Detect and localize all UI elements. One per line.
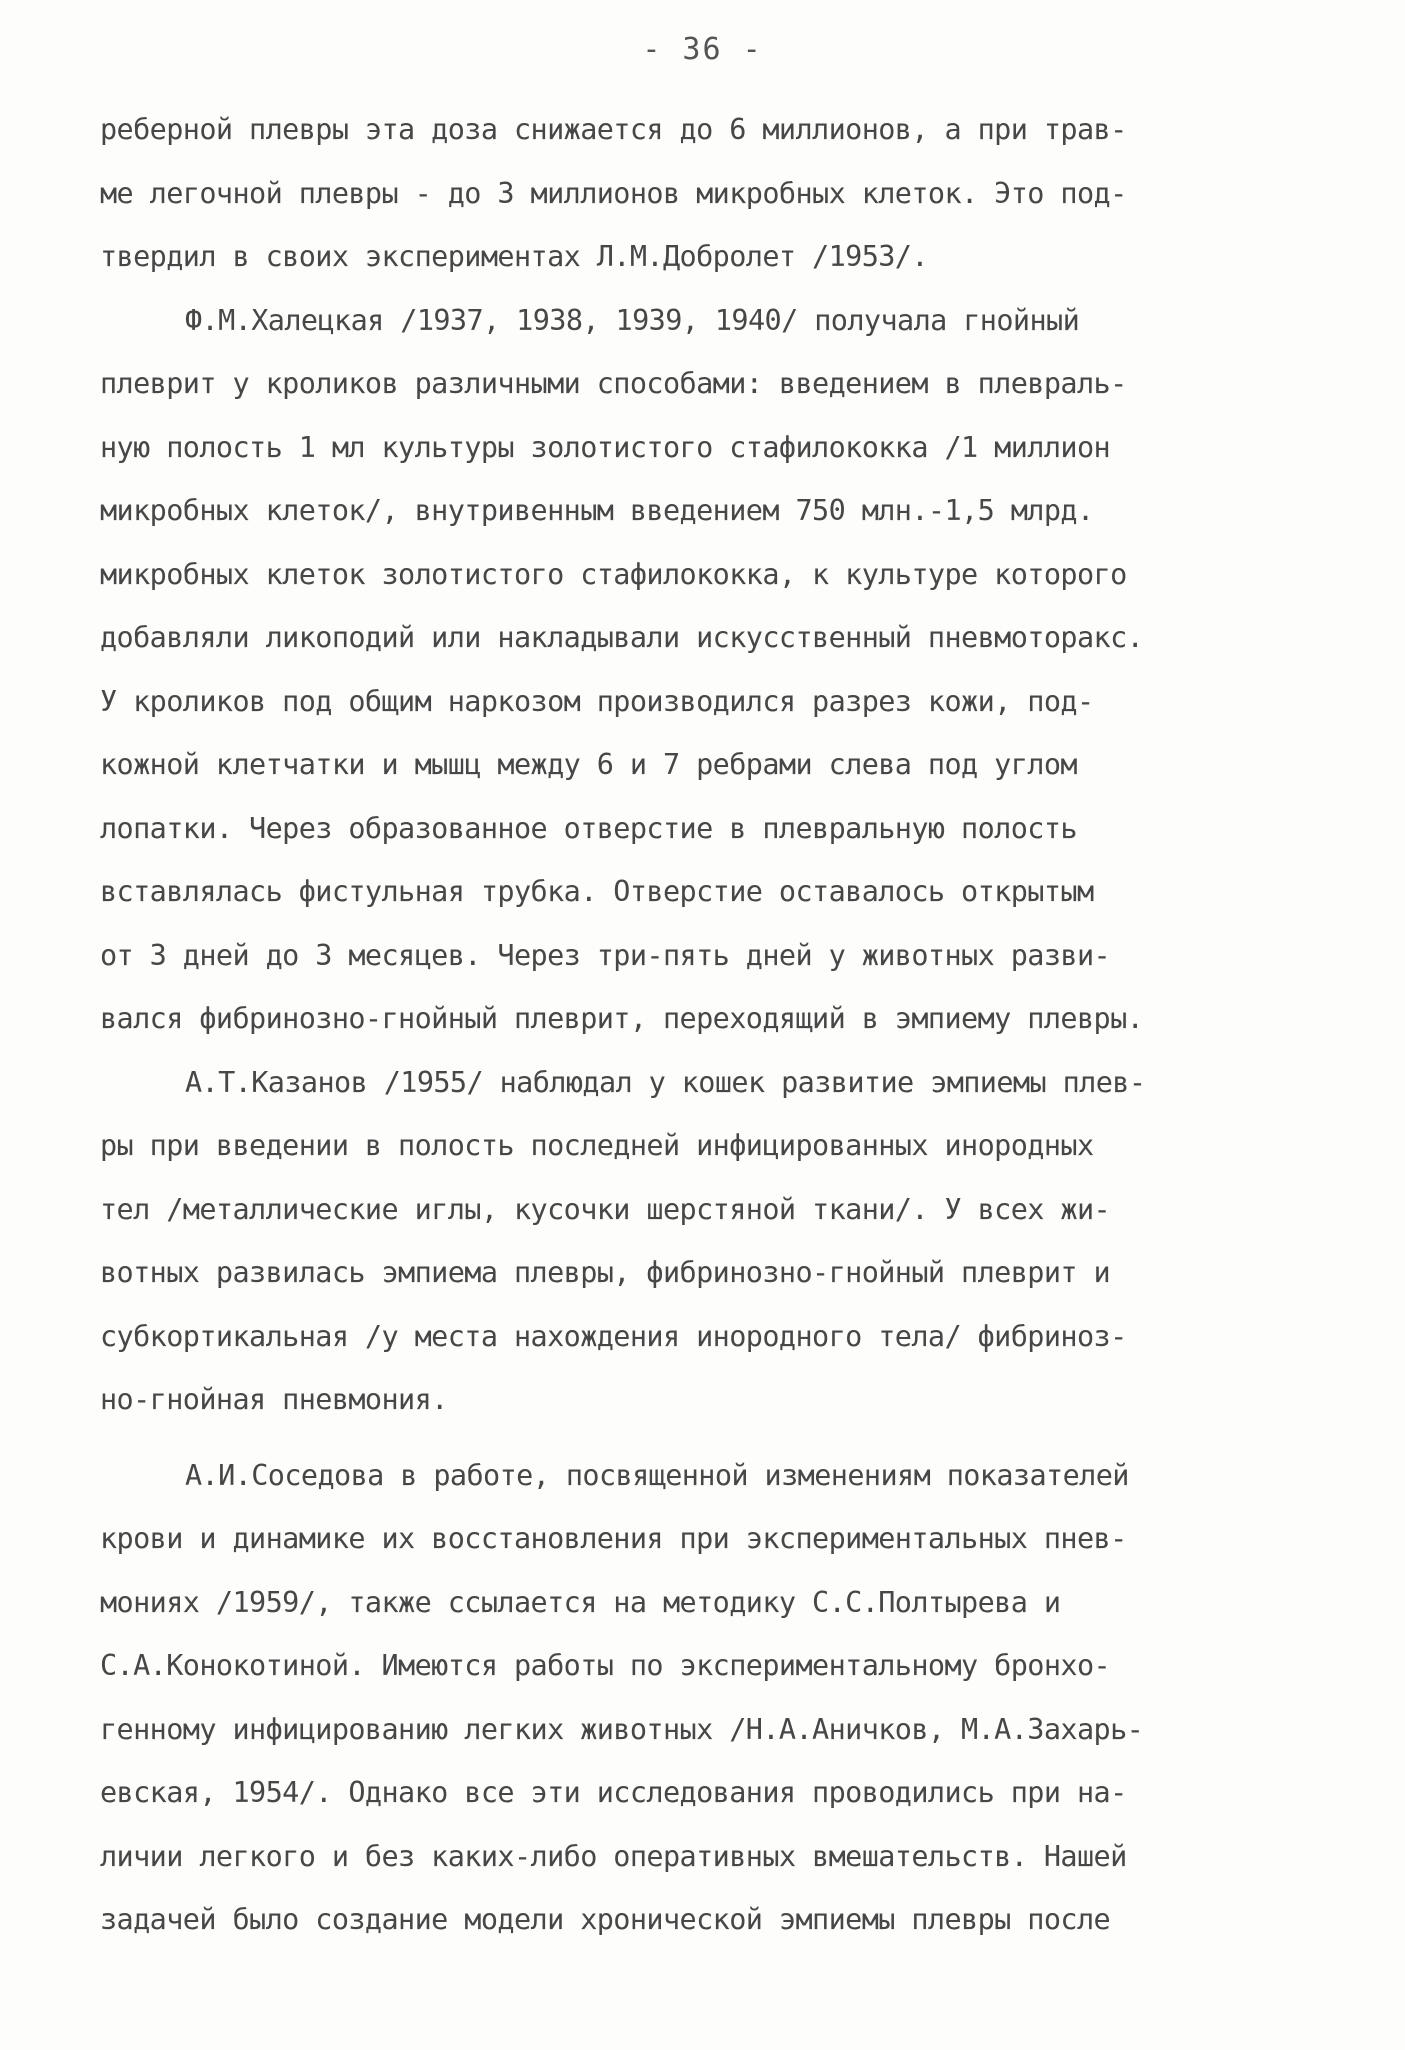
text-line: ры при введении в полость последней инфицированных инородных (100, 1129, 1094, 1162)
text-line: от 3 дней до 3 месяцев. Через три-пять дней у животных разви- (100, 938, 1111, 972)
text-line: вставлялась фистульная трубка. Отверстие оставалось открытым (100, 875, 1094, 908)
text-line: вотных развилась эмпиема плевры, фибринозно-гнойный плеврит и (100, 1256, 1111, 1289)
text-line: тел /металлические иглы, кусочки шерстяной ткани/. У всех жи- (100, 1192, 1111, 1226)
text-line: ме легочной плевры - до 3 миллионов микробных клеток. Это под- (100, 176, 1127, 210)
text-line: субкортикальная /у места нахождения инородного тела/ фибриноз- (100, 1319, 1127, 1353)
text-line: твердил в своих экспериментах Л.М.Добролет /1953/. (100, 240, 928, 273)
text-line: микробных клеток/, внутривенным введением 750 млн.-1,5 млрд. (100, 494, 1094, 527)
text-body (100, 98, 1330, 1952)
paragraph-start-line: А.Т.Казанов /1955/ наблюдал у кошек развитие эмпиемы плев- (185, 1065, 1146, 1099)
text-line: реберной плевры эта доза снижается до 6 миллионов, а при трав- (100, 113, 1127, 146)
text-line: личии легкого и без каких-либо оперативных вмешательств. Нашей (100, 1839, 1127, 1873)
text-line: крови и динамике их восстановления при экспериментальных пнев- (100, 1522, 1127, 1555)
text-line: задачей было создание модели хронической эмпиемы плевры после (100, 1903, 1111, 1936)
text-line: лопатки. Через образованное отверстие в плевральную полость (100, 811, 1077, 845)
text-line: евская, 1954/. Однако все эти исследования проводились при на- (100, 1776, 1127, 1809)
text-line: кожной клетчатки и мышц между 6 и 7 ребрами слева под углом (100, 748, 1077, 781)
text-line: ную полость 1 мл культуры золотистого стафилококка /1 миллион (100, 430, 1111, 464)
text-line: добавляли ликоподий или накладывали искусственный пневмоторакс. (100, 621, 1144, 654)
text-line: плеврит у кроликов различными способами: введением в плевраль- (100, 367, 1127, 400)
text-line: мониях /1959/, также ссылается на методику С.С.Полтырева и (100, 1585, 1061, 1619)
paragraph-start-line: А.И.Соседова в работе, посвященной изменениям показателей (185, 1458, 1129, 1492)
page-number: - 36 - (642, 32, 763, 67)
text-line: микробных клеток золотистого стафилококка, к культуре которого (100, 557, 1127, 591)
paragraph-start-line: Ф.М.Халецкая /1937, 1938, 1939, 1940/ получала гнойный (185, 303, 1080, 337)
text-line: но-гнойная пневмония. (100, 1383, 448, 1416)
text-line: вался фибринозно-гнойный плеврит, переходящий в эмпиему плевры. (100, 1002, 1144, 1035)
text-line: У кроликов под общим наркозом производился разрез кожи, под- (100, 684, 1094, 718)
text-line: С.А.Конокотиной. Имеются работы по экспериментальному бронхо- (100, 1649, 1111, 1682)
text-line: генному инфицированию легких животных /Н.А.Аничков, М.А.Захарь- (100, 1712, 1144, 1746)
